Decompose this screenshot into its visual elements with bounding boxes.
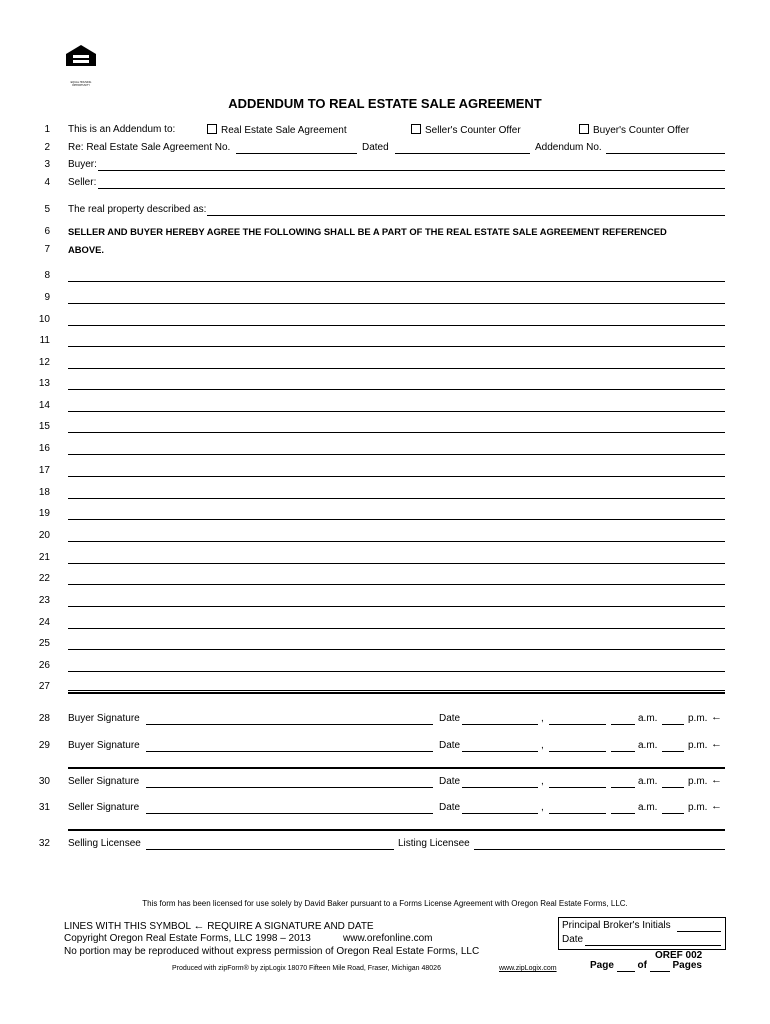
line-number: 17 <box>38 465 50 476</box>
date-field[interactable] <box>462 724 538 725</box>
addendum-text-line[interactable] <box>68 454 725 455</box>
addendum-text-line[interactable] <box>68 498 725 499</box>
seller-field[interactable] <box>98 188 725 189</box>
agreement-no-label: Re: Real Estate Sale Agreement No. <box>68 142 231 153</box>
selling-licensee-label: Selling Licensee <box>68 838 141 849</box>
separator-line <box>68 767 725 769</box>
time-am-field[interactable] <box>611 751 635 752</box>
seller-signature-field[interactable] <box>146 787 433 788</box>
line-number: 29 <box>38 740 50 751</box>
form-code: OREF 002 <box>655 950 703 961</box>
buyer-field[interactable] <box>98 170 725 171</box>
pm-label: p.m. <box>688 713 708 724</box>
line-number: 19 <box>38 508 50 519</box>
seller-signature-2-field[interactable] <box>146 813 433 814</box>
checkbox-sellers-counter-offer[interactable] <box>411 124 421 134</box>
date-field[interactable] <box>462 787 538 788</box>
listing-licensee-label: Listing Licensee <box>398 838 470 849</box>
addendum-text-line[interactable] <box>68 606 725 607</box>
line-number: 32 <box>38 838 50 849</box>
line-number: 11 <box>39 335 50 346</box>
signature-arrow-icon: ← <box>711 800 722 812</box>
time-am-field[interactable] <box>611 813 635 814</box>
addendum-text-line[interactable] <box>68 389 725 390</box>
buyer-label: Buyer: <box>68 159 97 170</box>
year-field[interactable] <box>549 787 606 788</box>
year-field[interactable] <box>549 724 606 725</box>
selling-licensee-field[interactable] <box>146 849 394 850</box>
line-number: 28 <box>38 713 50 724</box>
symbol-note <box>64 920 374 932</box>
option-label: Seller's Counter Offer <box>425 125 521 136</box>
comma-separator: , <box>541 713 544 724</box>
line-number: 1 <box>44 124 50 135</box>
separator-line <box>68 690 725 691</box>
broker-date-label: Date <box>562 934 584 945</box>
line-number: 20 <box>38 530 50 541</box>
page-title: ADDENDUM TO REAL ESTATE SALE AGREEMENT <box>228 96 542 111</box>
dated-field[interactable] <box>395 153 530 154</box>
agreement-statement: SELLER AND BUYER HEREBY AGREE THE FOLLOWING SHALL BE A PART OF THE REAL ESTATE SALE AGREEMENT REFERENCED <box>68 226 667 237</box>
comma-separator: , <box>541 740 544 751</box>
signature-arrow-icon: ← <box>711 774 722 786</box>
addendum-text-line[interactable] <box>68 346 725 347</box>
agreement-no-field[interactable] <box>236 153 357 154</box>
date-label: Date <box>439 802 461 813</box>
agreement-statement-cont: ABOVE. <box>68 244 104 255</box>
copyright: Copyright Oregon Real Estate Forms, LLC 1998 – 2013 <box>64 933 311 944</box>
addendum-text-line[interactable] <box>68 519 725 520</box>
produced-by: Produced with zipForm® by zipLogix 18070 Fifteen Mile Road, Fraser, Michigan 48026 <box>172 965 441 972</box>
addendum-text-line[interactable] <box>68 628 725 629</box>
broker-initials-box <box>558 917 726 950</box>
logo-caption: EQUAL HOUSING OPPORTUNITY <box>70 81 92 87</box>
addendum-text-line[interactable] <box>68 368 725 369</box>
time-pm-field[interactable] <box>662 724 684 725</box>
line-number: 12 <box>38 357 50 368</box>
line-number: 9 <box>44 292 50 303</box>
line-number: 16 <box>38 443 50 454</box>
buyer-signature-2-label: Buyer Signature <box>68 740 140 751</box>
of-label: of <box>637 960 647 971</box>
line-number: 26 <box>38 660 50 671</box>
signature-arrow-icon: ← <box>711 711 722 723</box>
addendum-to-label: This is an Addendum to: <box>68 124 176 135</box>
line-number: 7 <box>44 244 50 255</box>
separator-line <box>68 829 725 831</box>
addendum-text-line[interactable] <box>68 671 725 672</box>
line-number: 2 <box>44 142 50 153</box>
pm-label: p.m. <box>688 802 708 813</box>
addendum-text-line[interactable] <box>68 411 725 412</box>
seller-signature-2-label: Seller Signature <box>68 802 140 813</box>
addendum-text-line[interactable] <box>68 649 725 650</box>
date-label: Date <box>439 713 461 724</box>
date-field[interactable] <box>462 751 538 752</box>
time-pm-field[interactable] <box>662 813 684 814</box>
option-sellers-counter-offer[interactable] <box>411 124 521 136</box>
date-label: Date <box>439 776 461 787</box>
symbol-note-text: LINES WITH THIS SYMBOL <box>64 921 191 932</box>
pm-label: p.m. <box>688 740 708 751</box>
comma-separator: , <box>541 802 544 813</box>
am-label: a.m. <box>638 713 658 724</box>
addendum-text-line[interactable] <box>68 584 725 585</box>
line-number: 10 <box>38 314 50 325</box>
option-buyers-counter-offer[interactable] <box>579 124 689 136</box>
addendum-text-line[interactable] <box>68 325 725 326</box>
line-number: 8 <box>44 270 50 281</box>
seller-signature-label: Seller Signature <box>68 776 140 787</box>
license-note: This form has been licensed for use solely by David Baker pursuant to a Forms License Agreement with Oregon Real Estate Forms, LLC. <box>142 899 628 908</box>
time-am-field[interactable] <box>611 787 635 788</box>
pages-field[interactable] <box>650 960 670 972</box>
am-label: a.m. <box>638 776 658 787</box>
dated-label: Dated <box>362 142 389 153</box>
date-field[interactable] <box>462 813 538 814</box>
equal-housing-logo <box>64 44 98 87</box>
no-portion-note: No portion may be reproduced without express permission of Oregon Real Estate Forms, LLC <box>64 946 480 957</box>
year-field[interactable] <box>549 813 606 814</box>
addendum-text-line[interactable] <box>68 563 725 564</box>
addendum-text-line[interactable] <box>68 303 725 304</box>
property-field[interactable] <box>207 215 725 216</box>
addendum-text-line[interactable] <box>68 541 725 542</box>
pages-label: Pages <box>672 960 702 971</box>
line-number: 18 <box>38 487 50 498</box>
buyer-signature-2-field[interactable] <box>146 751 433 752</box>
broker-date-field[interactable] <box>585 945 721 946</box>
line-number: 22 <box>38 573 50 584</box>
separator-line <box>68 693 725 694</box>
addendum-no-label: Addendum No. <box>535 142 602 153</box>
comma-separator: , <box>541 776 544 787</box>
line-number: 14 <box>38 400 50 411</box>
line-number: 4 <box>44 177 50 188</box>
line-number: 25 <box>38 638 50 649</box>
line-number: 30 <box>38 776 50 787</box>
line-number: 6 <box>44 226 50 237</box>
am-label: a.m. <box>638 802 658 813</box>
time-am-field[interactable] <box>611 724 635 725</box>
property-label: The real property described as: <box>68 204 207 215</box>
line-number: 23 <box>38 595 50 606</box>
buyer-signature-field[interactable] <box>146 724 433 725</box>
line-number: 24 <box>38 617 50 628</box>
page-label: Page <box>590 960 614 971</box>
page-field[interactable] <box>617 960 635 972</box>
year-field[interactable] <box>549 751 606 752</box>
addendum-text-line[interactable] <box>68 432 725 433</box>
signature-arrow-icon: ← <box>711 738 722 750</box>
line-number: 15 <box>38 421 50 432</box>
symbol-note-text: REQUIRE A SIGNATURE AND DATE <box>207 921 374 932</box>
ziplogix-link[interactable]: www.zipLogix.com <box>499 965 557 972</box>
addendum-no-field[interactable] <box>606 153 725 154</box>
website-link[interactable]: www.orefonline.com <box>343 933 433 944</box>
equal-housing-icon <box>64 44 98 76</box>
page-count <box>590 960 702 972</box>
checkbox-sale-agreement[interactable] <box>207 124 217 134</box>
line-number: 5 <box>44 204 50 215</box>
signature-arrow-icon: ← <box>193 920 205 932</box>
time-pm-field[interactable] <box>662 751 684 752</box>
line-number: 13 <box>38 378 50 389</box>
addendum-text-line[interactable] <box>68 476 725 477</box>
seller-label: Seller: <box>68 177 97 188</box>
line-number: 31 <box>38 802 50 813</box>
time-pm-field[interactable] <box>662 787 684 788</box>
checkbox-buyers-counter-offer[interactable] <box>579 124 589 134</box>
broker-initials-label: Principal Broker's Initials <box>562 920 671 931</box>
option-sale-agreement[interactable] <box>207 124 347 136</box>
line-number: 21 <box>38 552 50 563</box>
pm-label: p.m. <box>688 776 708 787</box>
line-number: 27 <box>38 681 50 692</box>
option-label: Real Estate Sale Agreement <box>221 125 347 136</box>
am-label: a.m. <box>638 740 658 751</box>
addendum-text-line[interactable] <box>68 281 725 282</box>
broker-initials-field[interactable] <box>677 931 721 932</box>
option-label: Buyer's Counter Offer <box>593 125 690 136</box>
buyer-signature-label: Buyer Signature <box>68 713 140 724</box>
line-number: 3 <box>44 159 50 170</box>
date-label: Date <box>439 740 461 751</box>
listing-licensee-field[interactable] <box>474 849 725 850</box>
